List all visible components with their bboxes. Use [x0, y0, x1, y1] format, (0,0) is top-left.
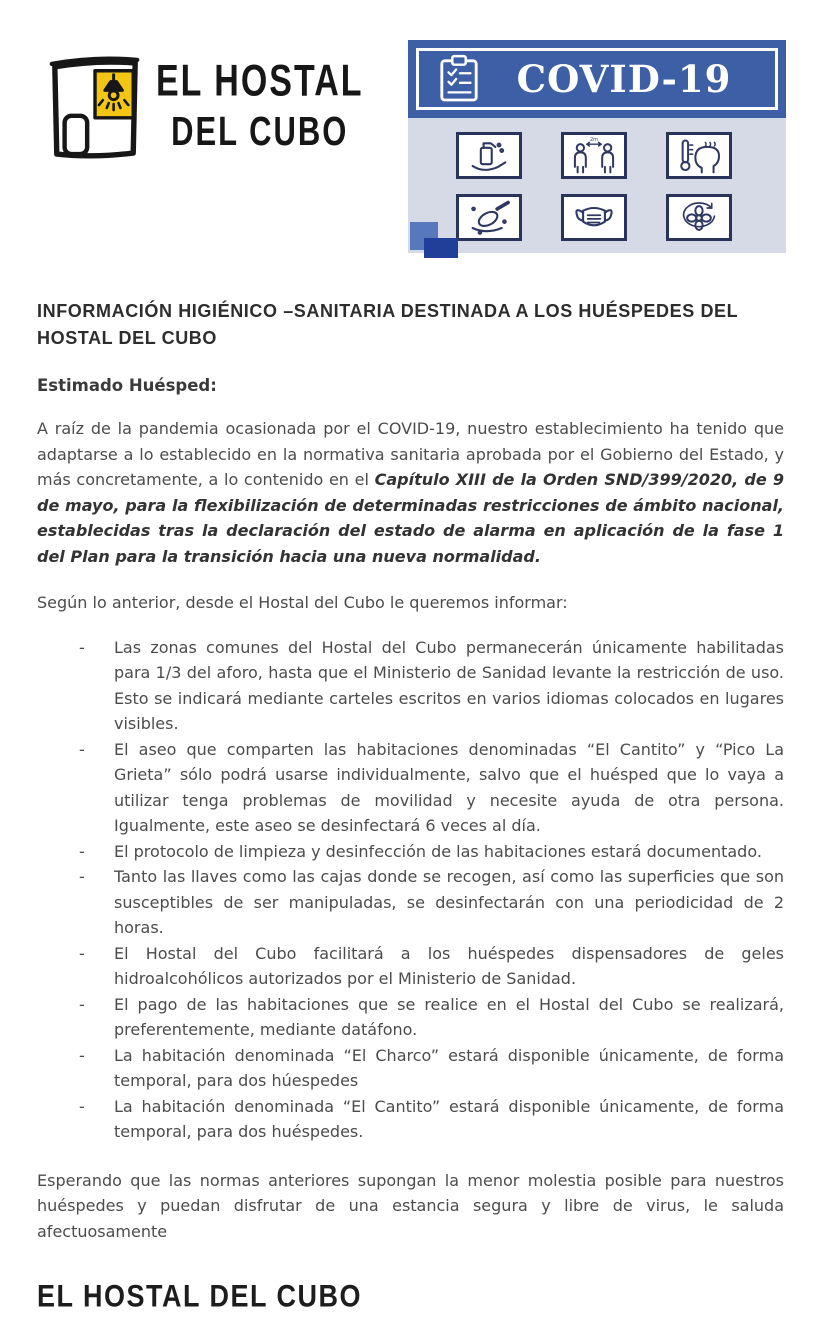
covid-icon-tile	[666, 132, 732, 179]
bullet-text: El Hostal del Cubo facilitará a los huéspedes dispensadores de geles hidroalcohólicos autorizados por el Ministerio de Sanidad.	[114, 943, 784, 988]
covid-icon-tile	[561, 132, 627, 179]
bullet-dash: -	[79, 1045, 85, 1065]
cleaning-icon	[461, 198, 517, 238]
covid-icon-tile	[666, 194, 732, 241]
decor-square-dark	[424, 238, 458, 258]
bullet-dash: -	[79, 637, 85, 657]
bullet-text: La habitación denominada “El Charco” estará disponible únicamente, de forma temporal, para dos húespedes	[114, 1045, 784, 1090]
covid-icon-tile	[561, 194, 627, 241]
bullet-dash: -	[79, 867, 85, 886]
greeting: Estimado Huésped:	[37, 376, 217, 395]
bullet-text: La habitación denominada “El Cantito” estará disponible únicamente, de forma temporal, para dos huéspedes.	[114, 1096, 784, 1141]
face-mask-icon	[566, 198, 622, 238]
covid-19-panel-header	[408, 40, 786, 118]
covid-icon-tile	[456, 132, 522, 179]
intro-paragraph	[37, 416, 784, 569]
list-item	[79, 1043, 784, 1094]
ventilation-icon	[671, 198, 727, 238]
bullet-dash: -	[79, 943, 85, 963]
bullet-dash: -	[79, 739, 85, 759]
signature: EL HOSTAL DEL CUBO	[37, 1278, 363, 1314]
temperature-check-icon	[671, 136, 727, 176]
bullet-dash: -	[79, 841, 85, 861]
list-item	[79, 992, 784, 1043]
list-item	[79, 737, 784, 839]
bullet-dash: -	[79, 994, 85, 1014]
bullet-text: El pago de las habitaciones que se realice en el Hostal del Cubo se realizará, preferentemente, mediante datáfono.	[114, 994, 784, 1039]
covid-icon-tile	[456, 194, 522, 241]
logo-wordmark	[156, 56, 364, 155]
rules-list	[37, 635, 784, 1145]
bullet-text: Tanto las llaves como las cajas donde se recogen, así como las superficies que son susceptibles de ser manipuladas, se desinfectarán con una periodicidad de 2 horas.	[114, 867, 784, 937]
list-item	[79, 864, 784, 941]
bullet-text: Las zonas comunes del Hostal del Cubo permanecerán únicamente habilitadas para 1/3 del aforo, hasta que el Ministerio de Sanidad levante la restricción de uso. Esto se indicará mediante carteles escritos en varios idiomas colocados en lugares visibles.	[114, 637, 784, 733]
covid-19-title: COVID-19	[516, 57, 732, 101]
social-distance-icon	[566, 136, 622, 176]
hand-sanitizer-icon	[461, 136, 517, 176]
cube-room-icon	[46, 50, 144, 166]
covid-icon-grid	[408, 118, 786, 241]
page-header	[0, 0, 821, 262]
intro-text-normal: A raíz de la pandemia ocasionada por el COVID-19, nuestro establecimiento ha tenido que adaptarse a lo establecido en la normativa sanitaria aprobada por el Gobierno del Estado, y más concretamente, a lo contenido en el	[37, 419, 784, 489]
document-title: INFORMACIÓN HIGIÉNICO –SANITARIA DESTINADA A LOS HUÉSPEDES DEL HOSTAL DEL CUBO	[37, 301, 738, 348]
lead-in-paragraph: Según lo anterior, desde el Hostal del Cubo le queremos informar:	[37, 593, 568, 612]
list-item	[79, 941, 784, 992]
logo-line-2: DEL CUBO	[171, 108, 349, 155]
intro-text-bold: Capítulo XIII de la Orden SND/399/2020, de 9 de mayo, para la flexibilización de determinadas restricciones de ámbito nacional, establecidas tras la declaración del estado de alarma en aplicación de la fase 1 del Plan para la transición hacia una nueva normalidad.	[37, 470, 785, 566]
logo-line-1: EL HOSTAL	[156, 56, 364, 107]
bullet-dash: -	[79, 1096, 85, 1116]
distance-label: 2m	[589, 136, 599, 143]
hostal-del-cubo-logo	[46, 50, 364, 166]
bullet-text: El aseo que comparten las habitaciones denominadas “El Cantito” y “Pico La Grieta” sólo podrá usarse individualmente, salvo que el huésped que lo vaya a utilizar tenga problemas de movilidad y necesite ayuda de otra persona. Igualmente, este aseo se desinfectará 6 veces al día.	[114, 739, 784, 835]
document-content	[0, 298, 821, 1314]
covid-19-panel	[408, 40, 786, 253]
list-item	[79, 1094, 784, 1145]
list-item	[79, 839, 784, 865]
checklist-clipboard-icon	[438, 54, 480, 104]
list-item	[79, 635, 784, 737]
closing-paragraph: Esperando que las normas anteriores supongan la menor molestia posible para nuestros huéspedes y puedan disfrutar de una estancia segura y libre de virus, le saluda afectuosamente	[37, 1170, 784, 1241]
covid-19-panel-body	[408, 118, 786, 253]
bullet-text: El protocolo de limpieza y desinfección de las habitaciones estará documentado.	[114, 841, 762, 861]
